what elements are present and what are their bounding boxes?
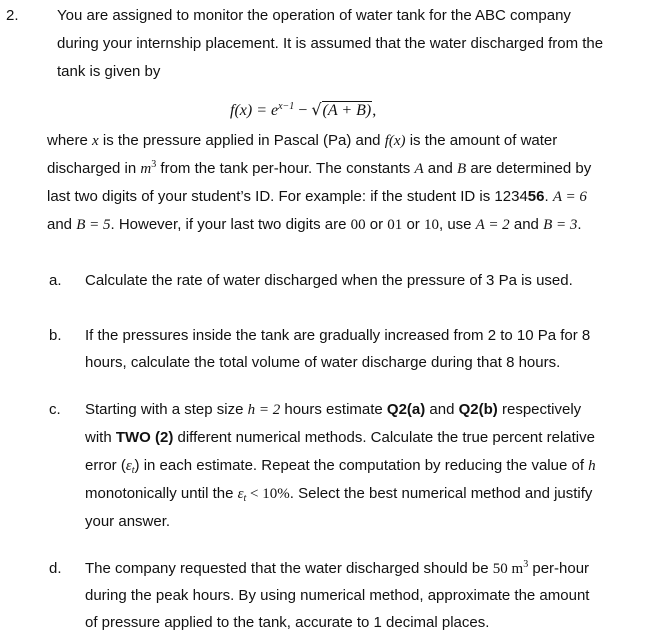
math-num: 10 bbox=[423, 217, 439, 233]
math-sub: t bbox=[131, 465, 135, 476]
text-span: . bbox=[544, 188, 553, 205]
math-m: m bbox=[140, 161, 152, 177]
part-a-text: Calculate the rate of water discharged when the pressure of 3 Pa is used. bbox=[85, 272, 573, 289]
math-sup: 3 bbox=[523, 559, 529, 570]
text-span: respectively bbox=[497, 401, 582, 418]
text-span: and bbox=[47, 216, 77, 233]
formula-radicand: (A + B) bbox=[322, 102, 372, 119]
text-span: where bbox=[47, 132, 93, 149]
part-c-line-3 bbox=[85, 456, 596, 476]
text-span: last two digits of your student’s ID. For example: if the student ID is 1234 bbox=[47, 188, 528, 205]
text-span: error ( bbox=[85, 457, 126, 474]
where-line-2 bbox=[47, 159, 591, 179]
discharge-formula bbox=[230, 100, 376, 121]
math-sup: 3 bbox=[151, 159, 157, 170]
text-span: . Select the best numerical method and justify bbox=[289, 485, 593, 502]
bold-two: TWO (2) bbox=[115, 429, 174, 446]
text-span: ) in each estimate. Repeat the computation by reducing the value of bbox=[134, 457, 589, 474]
math-num: 01 bbox=[387, 217, 403, 233]
math-eps: ε bbox=[125, 458, 132, 474]
math-eps: ε bbox=[237, 486, 244, 502]
math-sub: t bbox=[243, 493, 247, 504]
part-c-line-4 bbox=[85, 484, 592, 504]
ref-q2b: Q2(b) bbox=[458, 401, 498, 418]
math-ineq: < 10% bbox=[246, 486, 290, 502]
bold-digits: 56 bbox=[527, 188, 545, 205]
math-B: B bbox=[457, 161, 467, 177]
part-d-line-2: during the peak hours. By using numerical method, approximate the amount bbox=[85, 587, 590, 604]
math-h: h bbox=[588, 458, 596, 474]
part-b-label: b. bbox=[49, 327, 62, 344]
text-span: . However, if your last two digits are bbox=[110, 216, 351, 233]
formula-trail: , bbox=[372, 102, 377, 119]
text-span: or bbox=[365, 216, 388, 233]
text-span: with bbox=[85, 429, 116, 446]
text-span: from the tank per-hour. The constants bbox=[156, 160, 415, 177]
text-span: , use bbox=[438, 216, 476, 233]
part-c-line-2 bbox=[85, 428, 595, 448]
math-eq: A = 6 bbox=[552, 189, 587, 205]
math-fx: f(x) bbox=[384, 133, 406, 149]
sqrt-icon: √ bbox=[311, 100, 322, 119]
text-span: is the pressure applied in Pascal (Pa) and bbox=[98, 132, 385, 149]
question-number: 2. bbox=[6, 7, 19, 24]
intro-line-2: during your internship placement. It is assumed that the water discharged from the bbox=[57, 35, 604, 52]
text-span: or bbox=[402, 216, 424, 233]
where-line-4 bbox=[47, 215, 582, 235]
formula-minus: − bbox=[294, 102, 312, 119]
math-eq: B = 5 bbox=[76, 217, 111, 233]
part-d-line-3: of pressure applied to the tank, accurate to 1 decimal places. bbox=[85, 614, 490, 631]
text-span: . bbox=[577, 216, 582, 233]
text-span: is the amount of water bbox=[405, 132, 558, 149]
text-span: hours estimate bbox=[280, 401, 387, 418]
text-span: Starting with a step size bbox=[85, 401, 248, 418]
part-c-label: c. bbox=[49, 401, 61, 418]
ref-q2a: Q2(a) bbox=[386, 401, 426, 418]
formula-lhs: f(x) = e bbox=[230, 102, 279, 119]
intro-line-3: tank is given by bbox=[57, 63, 161, 80]
text-span: The company requested that the water discharged should be bbox=[85, 560, 493, 577]
text-span: discharged in bbox=[47, 160, 141, 177]
math-val: 50 m bbox=[492, 561, 524, 577]
where-line-3 bbox=[47, 187, 587, 207]
where-line-1 bbox=[47, 131, 557, 151]
math-num: 00 bbox=[350, 217, 366, 233]
text-span: and bbox=[509, 216, 544, 233]
math-h: h = 2 bbox=[247, 402, 281, 418]
part-c-line-1 bbox=[85, 400, 581, 420]
part-d-line-1 bbox=[85, 559, 589, 579]
text-span: different numerical methods. Calculate the true percent relative bbox=[173, 429, 595, 446]
part-d-label: d. bbox=[49, 560, 62, 577]
formula-exponent: x−1 bbox=[278, 101, 295, 112]
text-span: monotonically until the bbox=[85, 485, 238, 502]
text-span: are determined by bbox=[466, 160, 592, 177]
part-b-line-2: hours, calculate the total volume of water discharge during that 8 hours. bbox=[85, 354, 561, 371]
text-span: per-hour bbox=[528, 560, 590, 577]
part-c-line-5: your answer. bbox=[85, 513, 171, 530]
intro-line-1: You are assigned to monitor the operation of water tank for the ABC company bbox=[57, 7, 571, 24]
math-eq: B = 3 bbox=[543, 217, 578, 233]
part-b-line-1: If the pressures inside the tank are gradually increased from 2 to 10 Pa for 8 bbox=[85, 327, 591, 344]
math-x: x bbox=[92, 133, 99, 149]
text-span: and bbox=[423, 160, 457, 177]
math-eq: A = 2 bbox=[475, 217, 510, 233]
text-span: and bbox=[425, 401, 459, 418]
math-A: A bbox=[414, 161, 424, 177]
part-a-label: a. bbox=[49, 272, 62, 289]
